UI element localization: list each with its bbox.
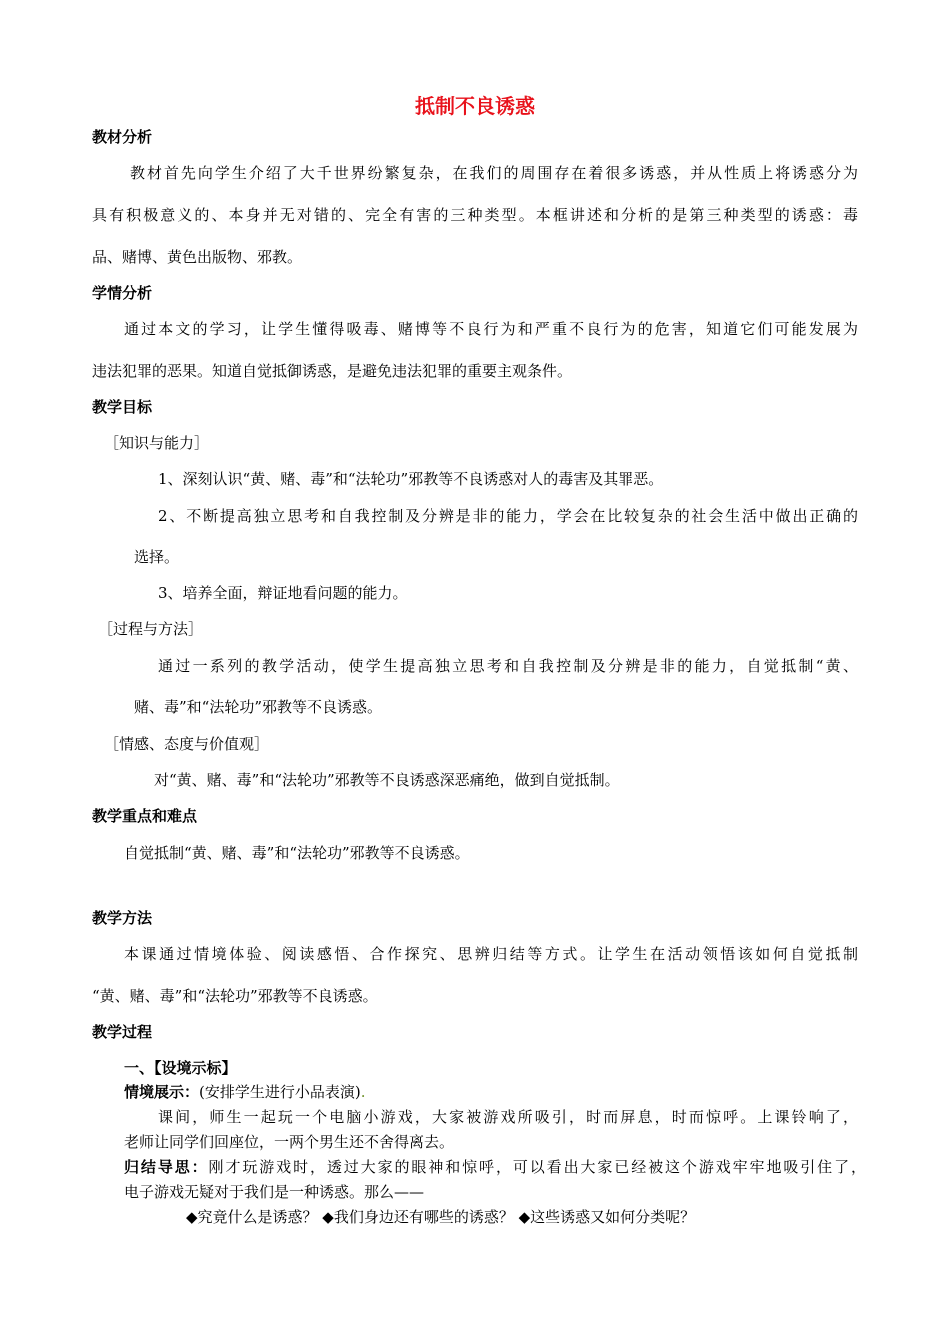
guide-text: 刚才玩游戏时，透过大家的眼神和惊呼，可以看出大家已经被这个游戏牢牢地吸引住了， bbox=[208, 1158, 866, 1176]
paragraph-line: 自觉抵制“黄、赌、毒”和“法轮功”邪教等不良诱惑。 bbox=[124, 844, 470, 862]
guide-line bbox=[124, 1158, 866, 1176]
section-heading-teaching-methods: 教学方法 bbox=[92, 909, 153, 927]
paragraph-line: 课间，师生一起玩一个电脑小游戏，大家被游戏所吸引，时而屏息，时而惊呼。上课铃响了， bbox=[158, 1108, 858, 1126]
paragraph-line: 品、赌博、黄色出版物、邪教。 bbox=[92, 248, 303, 266]
scene-line bbox=[124, 1083, 366, 1101]
paragraph-line: 电子游戏无疑对于我们是一种诱惑。那么—— bbox=[124, 1183, 425, 1201]
paragraph-line: 本课通过情境体验、阅读感悟、合作探究、思辨归结等方式。让学生在活动领悟该如何自觉抵制 bbox=[124, 945, 858, 963]
step-heading: 一、【设境示标】 bbox=[124, 1059, 237, 1077]
paragraph-line: 老师让同学们回座位，一两个男生还不舍得离去。 bbox=[124, 1133, 455, 1151]
scene-dot: . bbox=[360, 1083, 366, 1101]
paragraph-line: 通过一系列的教学活动，使学生提高独立思考和自我控制及分辨是非的能力，自觉抵制“黄、 bbox=[158, 657, 858, 675]
section-heading-teaching-process: 教学过程 bbox=[92, 1023, 153, 1041]
subheading-knowledge-ability: ［知识与能力］ bbox=[104, 434, 210, 452]
paragraph-line: 对“黄、赌、毒”和“法轮功”邪教等不良诱惑深恶痛绝，做到自觉抵制。 bbox=[154, 771, 620, 789]
section-heading-textbook-analysis: 教材分析 bbox=[92, 128, 153, 146]
guide-label: 归结导思： bbox=[124, 1158, 209, 1176]
paragraph-line: 赌、毒”和“法轮功”邪教等不良诱惑。 bbox=[134, 698, 383, 716]
paragraph-line: 通过本文的学习，让学生懂得吸毒、赌博等不良行为和严重不良行为的危害，知道它们可能发展为 bbox=[124, 320, 858, 338]
subheading-emotion-values: ［情感、态度与价值观］ bbox=[104, 735, 270, 753]
scene-note: (安排学生进行小品表演) bbox=[199, 1083, 361, 1101]
section-heading-key-points: 教学重点和难点 bbox=[92, 807, 198, 825]
paragraph-line: 教材首先向学生介绍了大千世界纷繁复杂，在我们的周围存在着很多诱惑，并从性质上将诱惑分为 bbox=[130, 164, 858, 182]
subheading-process-method: ［过程与方法］ bbox=[98, 620, 204, 638]
list-item: 1、深刻认识“黄、赌、毒”和“法轮功”邪教等不良诱惑对人的毒害及其罪恶。 bbox=[158, 470, 664, 488]
paragraph-line: 违法犯罪的恶果。知道自觉抵御诱惑，是避免违法犯罪的重要主观条件。 bbox=[92, 362, 573, 380]
list-item: 3、培养全面，辩证地看问题的能力。 bbox=[158, 584, 408, 602]
paragraph-line: “黄、赌、毒”和“法轮功”邪教等不良诱惑。 bbox=[92, 987, 378, 1005]
page-title: 抵制不良诱惑 bbox=[415, 94, 535, 118]
question-list: ◆究竟什么是诱惑？ ◆我们身边还有哪些的诱惑？ ◆这些诱惑又如何分类呢？ bbox=[186, 1208, 696, 1226]
section-heading-student-analysis: 学情分析 bbox=[92, 284, 153, 302]
list-item: 2、不断提高独立思考和自我控制及分辨是非的能力，学会在比较复杂的社会生活中做出正确的 bbox=[158, 507, 858, 525]
scene-label: 情境展示： bbox=[124, 1083, 200, 1101]
list-item-continuation: 选择。 bbox=[134, 548, 180, 566]
section-heading-teaching-goals: 教学目标 bbox=[92, 398, 153, 416]
paragraph-line: 具有积极意义的、本身并无对错的、完全有害的三种类型。本框讲述和分析的是第三种类型的诱惑：毒 bbox=[92, 206, 858, 224]
